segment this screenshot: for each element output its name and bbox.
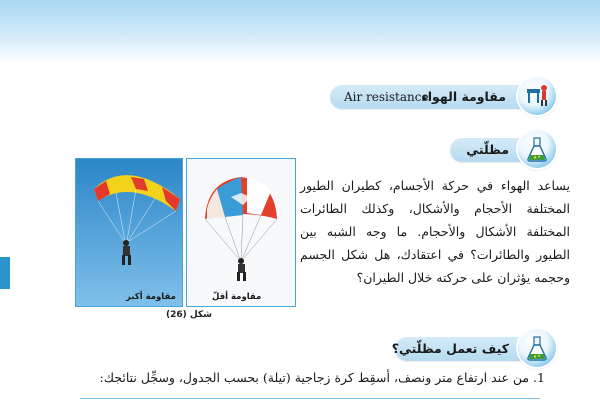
flask-icon [518,130,556,168]
photo-less-resistance [186,158,296,307]
top-banner [0,0,600,62]
how-title: كيف تعمل مظلّتي؟ [391,341,509,356]
step-1-instruction: 1. من عند ارتفاع متر ونصف، أسقِط كرة زجاجية (تيلة) بحسب الجدول، وسجِّل نتائجك: [99,370,545,385]
flask-icon-2 [518,329,556,367]
table-top-rule [80,398,540,399]
less-resistance-label: مقاومة أقلّ [212,292,262,302]
section-title-english: Air resistance [344,90,429,104]
section-title-arabic: مقاومة الهواء [421,89,506,104]
activity-title: مظلّتي [466,142,509,157]
photo-larger-resistance [75,158,183,307]
section-header-bar [330,85,530,109]
figure-caption: شكل (26) [166,310,213,320]
intro-paragraph: يساعد الهواء في حركة الأجسام، كطيران الطيور المختلفة الأحجام والأشكال، وكذلك الطائرات المختلفة الأشكال والأحجام. ما وجه الشبه بين الطيور والطائرات؟ في اعتقادك، هل شكل الجسم وحجمه يؤثران على حركته خلال الطيران؟ [300,178,570,285]
larger-resistance-label: مقاومة أكبر [126,292,176,302]
how-header-bar [391,337,535,361]
page-edge-marker [0,257,10,289]
desk-reading-icon [518,77,556,115]
